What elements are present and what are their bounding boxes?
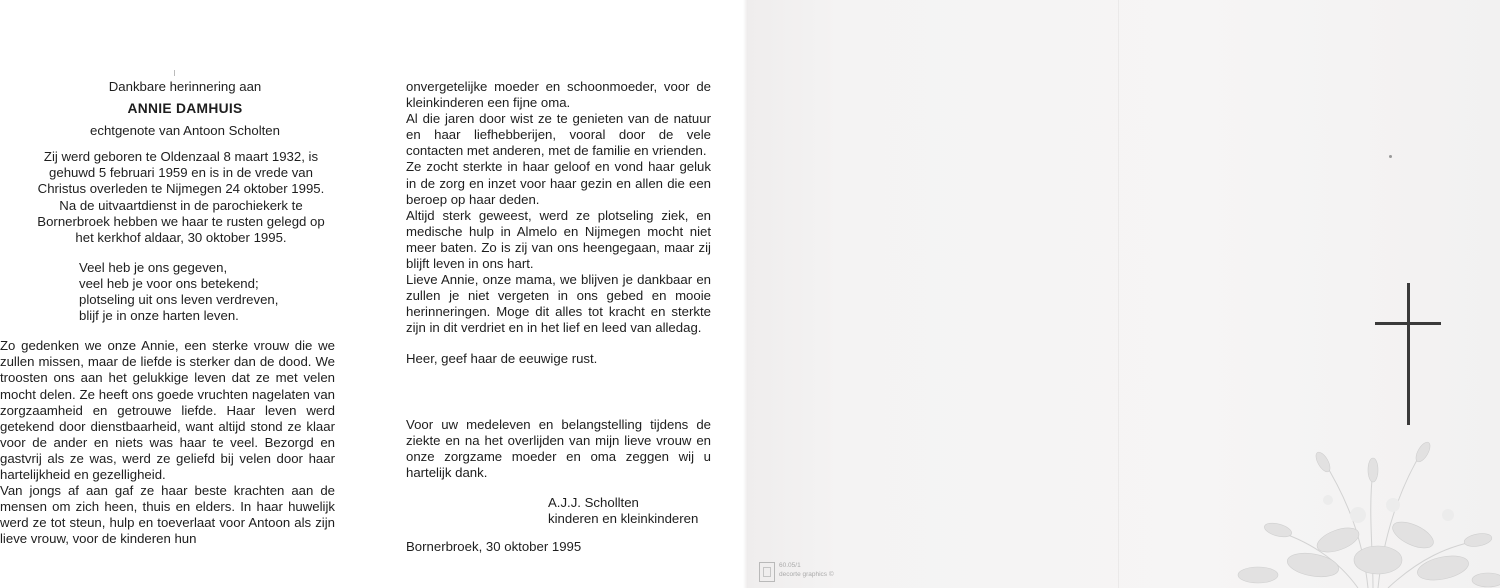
fold-mark bbox=[174, 70, 175, 76]
tribute-paragraph: Zo gedenken we onze Annie, een sterke vrouw die we zullen missen, maar de liefde is sterker dan de dood. We troosten ons aan het gelukkige leven dat ze met velen mocht delen. Ze heeft ons goede vruchten nagelaten van zorgzaamheid en getrouwe liefde. Haar leven werd getekend door dienstbaarheid, want altijd stond ze klaar voor de ander en niets was haar te veel. Bezorgd en gastvrij als ze was, werd ze geliefd bij velen door haar hartelijkheid en gezelligheid. bbox=[0, 338, 335, 482]
cross-horizontal-bar bbox=[1375, 322, 1441, 325]
deceased-name: ANNIE DAMHUIS bbox=[127, 101, 243, 117]
bio-line: Na de uitvaartdienst in de parochiekerk te bbox=[59, 197, 303, 213]
tribute-paragraph: Van jongs af aan gaf ze haar beste krachten aan de mensen om zich heen, thuis en elders. In haar huwelijk werd ze tot steun, hulp en toeverlaat voor Antoon als zijn lieve vrouw, voor de kinderen hun bbox=[0, 483, 335, 547]
tribute-paragraph: onvergetelijke moeder en schoonmoeder, voor de kleinkinderen een fijne oma. bbox=[406, 79, 711, 111]
paper-speck bbox=[1389, 155, 1392, 158]
bio-line: gehuwd 5 februari 1959 en is in de vrede van bbox=[49, 165, 313, 181]
poem-line: Veel heb je ons gegeven, bbox=[79, 259, 228, 275]
poem-line: veel heb je voor ons betekend; bbox=[79, 275, 259, 291]
floral-wheat-icon bbox=[1218, 420, 1500, 588]
biography bbox=[8, 149, 354, 246]
publisher-brand: decorte graphics © bbox=[779, 571, 834, 578]
tribute-paragraph: Ze zocht sterkte in haar geloof en vond haar geluk in de zorg en inzet voor haar gezin en allen die een beroep op haar deden. bbox=[406, 159, 711, 207]
signature-block bbox=[548, 495, 711, 527]
publisher-code: 60.05/1 bbox=[779, 562, 801, 569]
cross-vertical-bar bbox=[1407, 283, 1410, 425]
cover-fold-line bbox=[1118, 0, 1119, 588]
spouse-line: echtgenote van Antoon Scholten bbox=[90, 123, 280, 139]
inner-page bbox=[0, 0, 748, 588]
tribute-paragraph: Lieve Annie, onze mama, we blijven je dankbaar en zullen je niet vergeten in ons gebed en mooie herinneringen. Moge dit alles tot kracht en sterkte zijn in dit verdriet en in het lief en leed van alledag. bbox=[406, 272, 711, 336]
poem-line: plotseling uit ons leven verdreven, bbox=[79, 292, 279, 308]
place-date: Bornerbroek, 30 oktober 1995 bbox=[406, 539, 582, 555]
prayer-line: Heer, geef haar de eeuwige rust. bbox=[406, 350, 598, 366]
thanks-paragraph: Voor uw medeleven en belangstelling tijdens de ziekte en na het overlijden van mijn lieve vrouw en onze zorgzame moeder en oma zeggen wij u hartelijk dank. bbox=[406, 416, 711, 480]
poem-line: blijf je in onze harten leven. bbox=[79, 308, 239, 324]
signature-name: A.J.J. Schollten bbox=[548, 494, 639, 510]
right-column bbox=[406, 79, 711, 555]
intro-text: Dankbare herinnering aan bbox=[108, 79, 262, 94]
poem bbox=[79, 260, 370, 324]
left-column bbox=[0, 79, 370, 547]
signature-family: kinderen en kleinkinderen bbox=[548, 511, 699, 527]
tribute-paragraph: Al die jaren door wist ze te genieten van de natuur en haar liefhebberijen, vooral door de vele contacten met anderen, met de familie en vrienden. bbox=[406, 111, 711, 159]
bio-line: Bornerbroek hebben we haar te rusten gelegd op bbox=[37, 213, 325, 229]
bio-line: het kerkhof aldaar, 30 oktober 1995. bbox=[75, 229, 287, 245]
bio-line: Zij werd geboren te Oldenzaal 8 maart 1932, is bbox=[43, 149, 319, 165]
publisher-mark-icon bbox=[759, 562, 775, 582]
tribute-paragraph: Altijd sterk geweest, werd ze plotseling ziek, en medische hulp in Almelo en Nijmegen mocht niet meer baten. Zo is zij van ons heengegaan, maar zij blijft leven in ons hart. bbox=[406, 207, 711, 272]
bio-line: Christus overleden te Nijmegen 24 oktober 1995. bbox=[37, 181, 325, 197]
